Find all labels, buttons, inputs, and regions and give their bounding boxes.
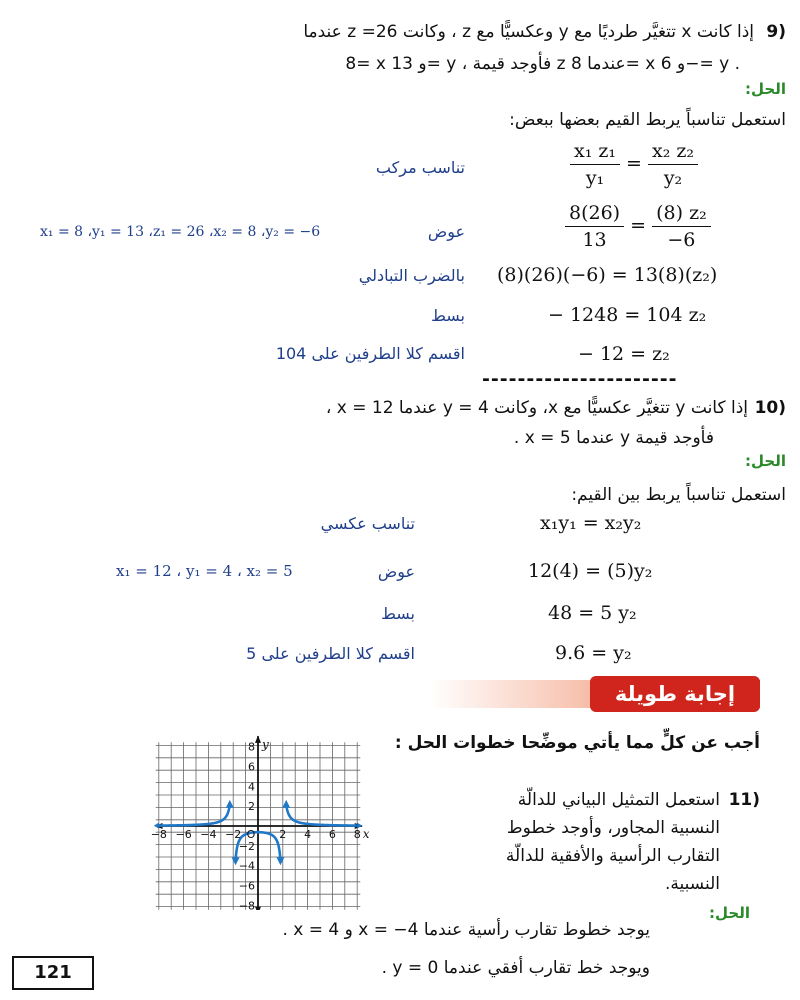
frac1-right-den: y₂ <box>663 167 683 189</box>
x-tick-label: −4 <box>200 828 217 841</box>
curve-arrow-left-up <box>226 800 234 808</box>
q9-step3-label: بالضرب التبادلي <box>358 266 465 285</box>
q10-step1-math: x₁y₁ = x₂y₂ <box>540 512 642 534</box>
q9-line2: 8= x و 13= y ، فأوجد قيمة z عندما 8= x و 6−= y . <box>345 54 740 74</box>
q10-step4-math: 9.6 = y₂ <box>555 642 632 664</box>
q10-step2-math: 12(4) = (5)y₂ <box>528 560 653 582</box>
q10-step4-label: اقسم كلا الطرفين على 5 <box>246 644 415 663</box>
q11-solution-label: الحل: <box>709 904 750 922</box>
y-tick-label: 4 <box>248 780 255 794</box>
q9-intro: استعمل تناسباً يربط القيم بعضها ببعض: <box>509 110 786 130</box>
y-tick-label: −6 <box>238 879 255 893</box>
x-axis-label: x <box>362 827 370 841</box>
q10-intro: استعمل تناسباً يربط بين القيم: <box>571 485 786 505</box>
frac2-left-num: 8(26) <box>565 202 624 227</box>
frac1-left-den: y₁ <box>585 167 605 189</box>
q11-line4: النسبية. <box>665 874 720 894</box>
section-instruction: أجب عن كلٍّ مما يأتي موضِّحا خطوات الحل : <box>394 733 760 753</box>
frac1-left-num: x₁ z₁ <box>570 140 620 165</box>
page-number: 121 <box>12 956 94 990</box>
q9-number: 9) <box>766 22 786 42</box>
q11-line2: النسبية المجاور، وأوجد خطوط <box>506 818 720 838</box>
frac2-right-num: (8) z₂ <box>652 202 711 227</box>
rational-function-graph <box>150 728 370 910</box>
q10-line2: فأوجد قيمة y عندما 5 = x . <box>513 428 714 448</box>
curve-left-branch <box>159 807 230 826</box>
x-tick-label: −8 <box>150 828 167 841</box>
q9-step2-note: x₁ = 8 ،y₁ = 13 ،z₁ = 26 ،x₂ = 8 ،y₂ = −6 <box>40 224 321 240</box>
x-tick-label: −2 <box>225 828 242 841</box>
y-tick-label: −2 <box>238 839 255 853</box>
q9-step4-math: − 1248 = 104 z₂ <box>548 304 707 326</box>
section-banner <box>430 676 760 712</box>
q9-step4-label: بسط <box>431 306 465 325</box>
x-tick-label: −6 <box>175 828 192 841</box>
q9-solution-label: الحل: <box>745 80 786 98</box>
q9-step3-math: (8)(26)(−6) = 13(8)(z₂) <box>497 264 718 286</box>
q10-step2-note: x₁ = 12 ، y₁ = 4 ، x₂ = 5 <box>116 562 293 580</box>
q9-step2-math: $\frac{8(26)}{13}$ = $\frac{\text{(8) z₂}}{-6}$ <box>565 202 711 251</box>
q9-step1-math: $\frac{\text{x₁ z₁}}{\text{y₁}}$ = $\frac{\text{x₂ z₂}}{\text{y₂}}$ <box>570 140 698 189</box>
x-tick-label: 8 <box>353 828 361 841</box>
x-tick-label: 2 <box>279 828 287 841</box>
q11-line3: التقارب الرأسية والأفقية للدالّة <box>505 846 720 866</box>
graph-axes <box>155 735 362 910</box>
q9-step2-label: عوض <box>427 222 465 241</box>
q10-step1-label: تناسب عكسي <box>320 514 415 533</box>
q10-line1: إذا كانت y تتغيَّر عكسيًّا مع x، وكانت 4 = y عندما 12 = x ، <box>325 398 748 418</box>
y-axis-arrow-down <box>255 907 261 910</box>
x-tick-label: 6 <box>328 828 336 841</box>
curve-arrow-mid-right-down <box>276 857 284 865</box>
y-axis-label: y <box>262 737 269 752</box>
section-title: إجابة طويلة <box>590 676 760 712</box>
frac2-right-den: −6 <box>667 229 696 251</box>
y-tick-label: −8 <box>238 899 255 910</box>
q10-number: 10) <box>754 398 786 418</box>
y-tick-label: 2 <box>248 800 255 814</box>
curve-arrow-right-up <box>282 800 290 808</box>
x-tick-label: 4 <box>304 828 312 841</box>
q10-step2-label: عوض <box>377 562 415 581</box>
frac2-left-den: 13 <box>582 229 607 251</box>
separator: ---------------------- <box>482 368 678 390</box>
q11-number: 11) <box>728 790 760 810</box>
frac1-right-num: x₂ z₂ <box>648 140 698 165</box>
q11-answer1: يوجد خطوط تقارب رأسية عندما 4− = x و 4 = x . <box>282 920 650 940</box>
y-tick-label: 6 <box>248 760 255 774</box>
q9-line1: إذا كانت x تتغيَّر طرديًا مع y وعكسيًّا مع z ، وكانت 26= z عندما <box>303 22 754 42</box>
y-axis-arrow <box>255 735 261 742</box>
q11-answer2: ويوجد خط تقارب أفقي عندما 0 = y . <box>381 958 650 978</box>
q9-step5-math: − 12 = z₂ <box>578 343 670 365</box>
y-tick-label: 8 <box>248 740 255 754</box>
q10-solution-label: الحل: <box>745 452 786 470</box>
curve-right-branch <box>286 805 357 826</box>
q10-step3-label: بسط <box>381 604 415 623</box>
q9-step1-label: تناسب مركب <box>375 158 465 177</box>
x-tick-label: O <box>246 828 256 841</box>
q9-step5-label: اقسم كلا الطرفين على 104 <box>275 344 465 363</box>
y-tick-label: −4 <box>238 859 255 873</box>
q11-line1: استعمل التمثيل البياني للدالّة <box>517 790 720 810</box>
q10-step3-math: 48 = 5 y₂ <box>548 602 637 624</box>
